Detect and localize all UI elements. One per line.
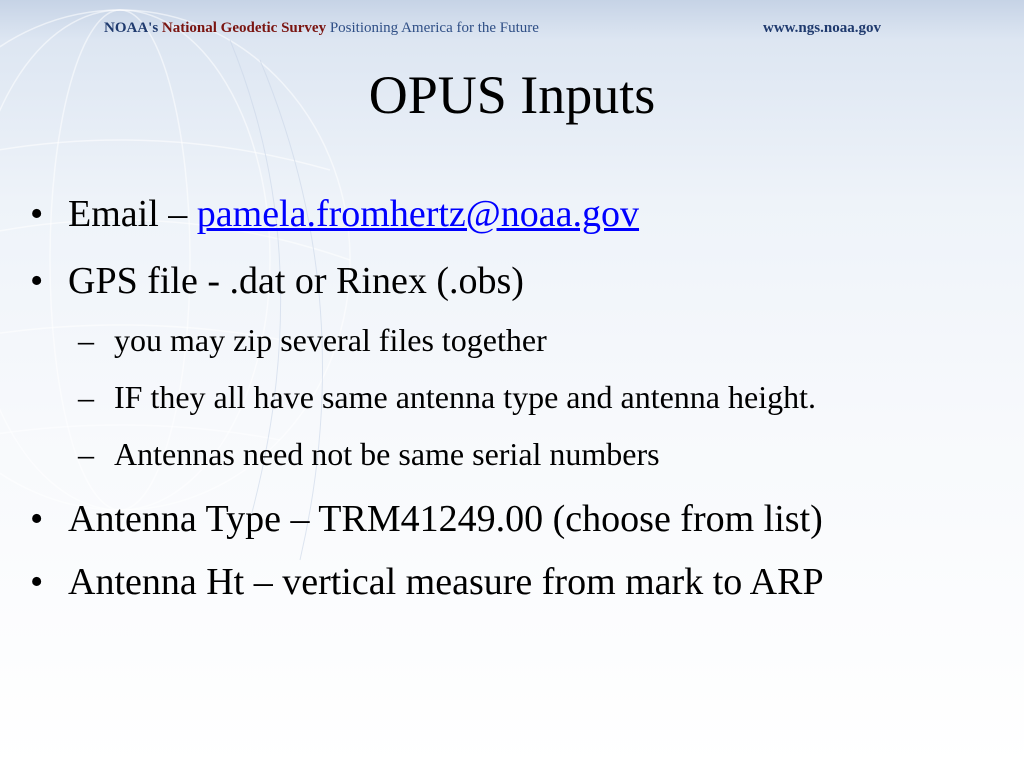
sub-bullet-marker: – bbox=[78, 379, 94, 415]
bullet-marker: • bbox=[30, 193, 44, 235]
bullet-gps-file bbox=[30, 262, 524, 300]
bullet-marker: • bbox=[30, 561, 44, 603]
header-bar bbox=[0, 0, 1024, 56]
bullet-antenna-type bbox=[30, 500, 823, 538]
header-website: www.ngs.noaa.gov bbox=[763, 20, 881, 36]
email-link[interactable]: pamela.fromhertz@noaa.gov bbox=[196, 193, 640, 235]
bullet-gps-file-text: GPS file - .dat or Rinex (.obs) bbox=[68, 260, 524, 302]
bullet-antenna-type-text: Antenna Type – TRM41249.00 (choose from list) bbox=[68, 498, 823, 540]
sub-bullet-antenna-match bbox=[78, 381, 816, 413]
bullet-email-label: Email – bbox=[68, 193, 197, 235]
sub-bullet-zip bbox=[78, 324, 547, 356]
sub-bullet-marker: – bbox=[78, 322, 94, 358]
sub-bullet-antenna-match-text: IF they all have same antenna type and antenna height. bbox=[114, 379, 816, 415]
sub-bullet-serial-text: Antennas need not be same serial numbers bbox=[114, 436, 660, 472]
header-survey-name: National Geodetic Survey bbox=[161, 20, 327, 36]
sub-bullet-zip-text: you may zip several files together bbox=[114, 322, 547, 358]
sub-bullet-marker: – bbox=[78, 436, 94, 472]
bullet-antenna-height-text: Antenna Ht – vertical measure from mark to ARP bbox=[68, 561, 824, 603]
slide-title: OPUS Inputs bbox=[368, 65, 656, 125]
sub-bullet-serial bbox=[78, 438, 660, 470]
header-agency: NOAA's bbox=[104, 20, 159, 36]
header-tagline: Positioning America for the Future bbox=[329, 20, 539, 36]
bullet-antenna-height bbox=[30, 563, 824, 601]
bullet-marker: • bbox=[30, 260, 44, 302]
header-branding bbox=[104, 20, 539, 37]
bullet-email bbox=[30, 195, 639, 233]
bullet-marker: • bbox=[30, 498, 44, 540]
